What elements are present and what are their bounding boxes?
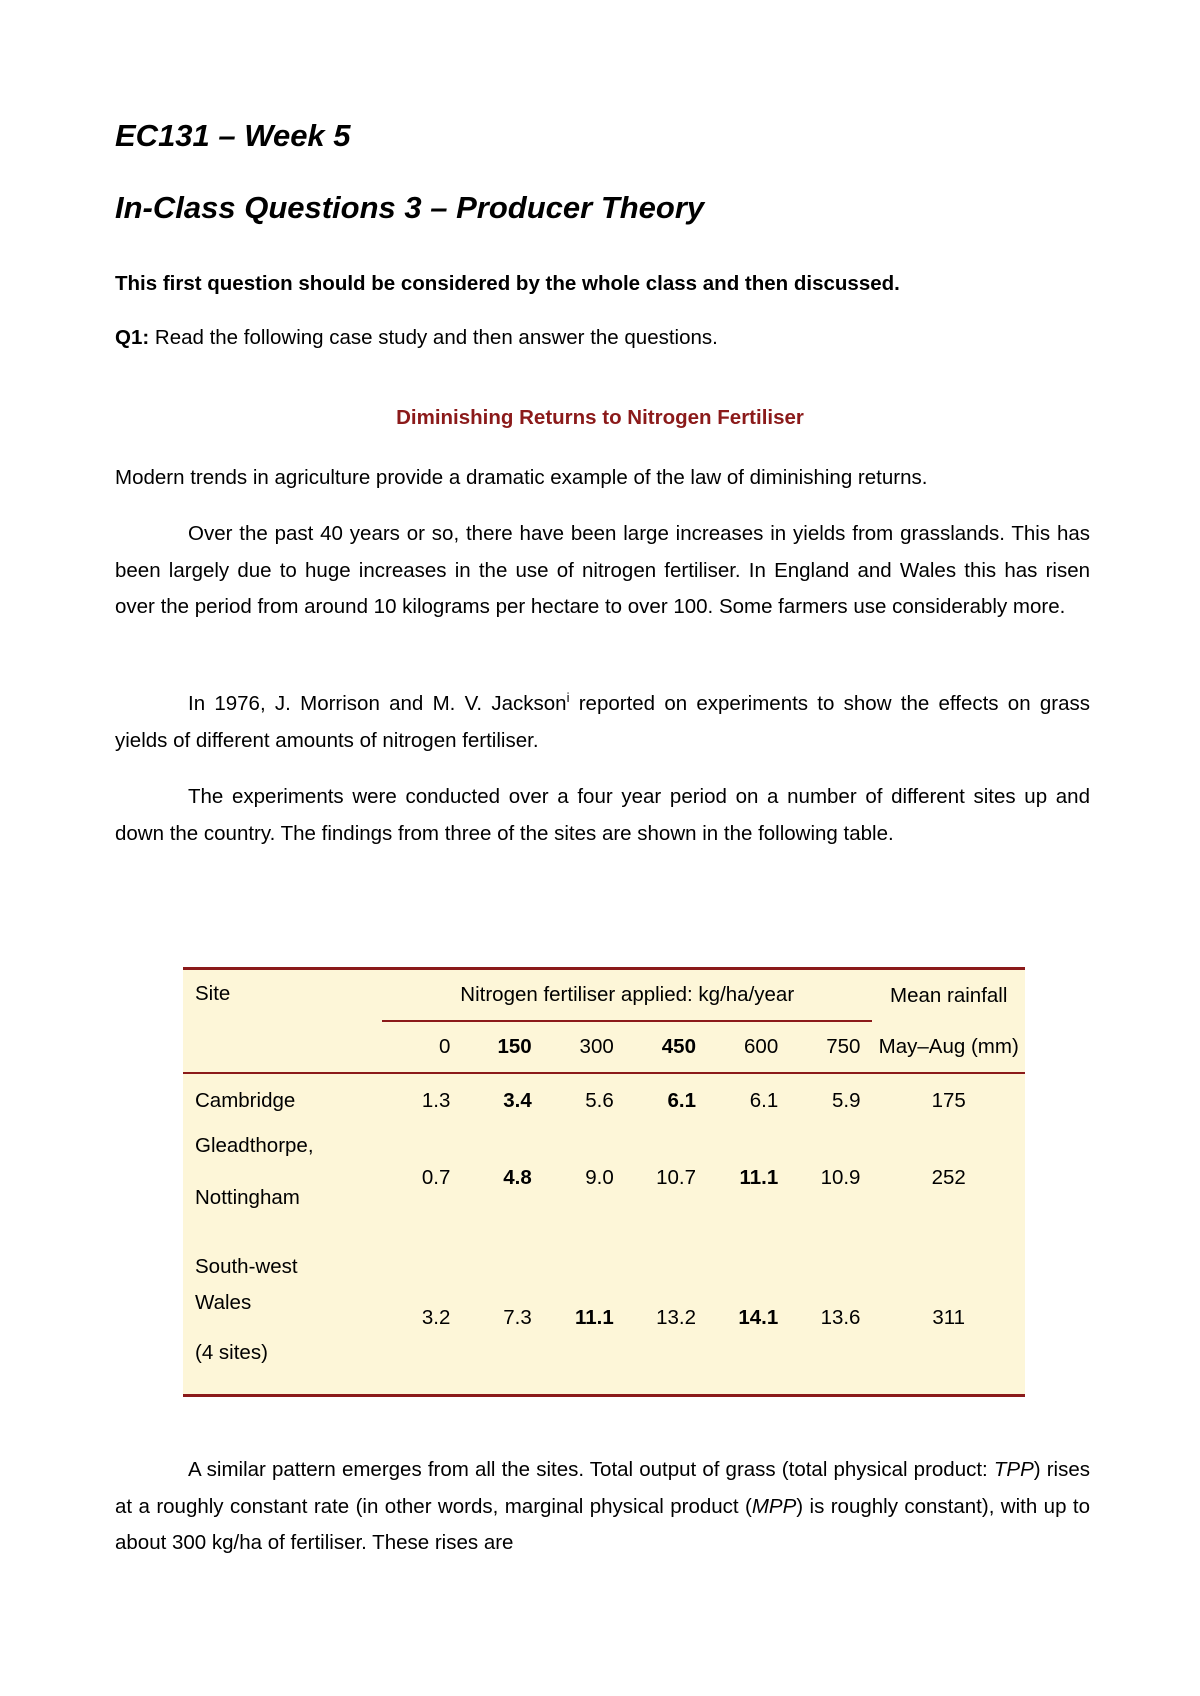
- rainfall-header-line2: May–Aug (mm): [872, 1021, 1025, 1073]
- paragraph-3: [115, 686, 1090, 759]
- yield-value: 4.8: [503, 1166, 532, 1189]
- site-name: Cambridge: [195, 1089, 296, 1112]
- fertiliser-table: [183, 967, 1025, 1397]
- closing-paragraph: [115, 1452, 1090, 1562]
- question-1: [115, 320, 1090, 357]
- yield-value: 0.7: [421, 1166, 451, 1189]
- level-header: 150: [462, 1021, 543, 1073]
- yield-value: 11.1: [574, 1306, 614, 1329]
- level-header: 750: [790, 1021, 872, 1073]
- paragraph-3-start: In 1976, J. Morrison and M. V. Jackson: [188, 692, 567, 715]
- table-row: [183, 1118, 1025, 1224]
- level-header: 300: [544, 1021, 626, 1073]
- table-row: [183, 1073, 1025, 1118]
- site-column-header: Site: [183, 970, 382, 1073]
- level-header: 600: [708, 1021, 790, 1073]
- level-header: 450: [626, 1021, 708, 1073]
- yield-value: 6.1: [749, 1089, 779, 1112]
- yield-value: 3.4: [503, 1089, 532, 1112]
- closing-text-3: ) is roughly constant), with up to about 300 kg/ha of fertiliser. These rises are: [115, 1494, 1090, 1554]
- q1-label: Q1:: [115, 326, 150, 349]
- page-title: In-Class Questions 3 – Producer Theory: [115, 190, 705, 225]
- yield-value: 10.7: [656, 1166, 696, 1189]
- table-row: [183, 1224, 1025, 1384]
- footnote-marker: i: [566, 690, 570, 706]
- q1-text: Read the following case study and then answer the questions.: [149, 326, 718, 349]
- yield-value: 13.2: [656, 1306, 696, 1329]
- site-location: Wales: [195, 1291, 252, 1314]
- site-location: Nottingham: [195, 1186, 300, 1209]
- closing-text-1: A similar pattern emerges from all the sites. Total output of grass (total physical product:: [188, 1458, 994, 1481]
- yield-value: 5.6: [585, 1089, 614, 1112]
- paragraph-2: Over the past 40 years or so, there have been large increases in yields from grasslands. This has been largely due to huge increases in the use of nitrogen fertiliser. In England and Wales this has risen over the period from around 10 kilograms per hectare to over 100. Some farmers use considerably more.: [115, 522, 1090, 618]
- yield-value: 1.3: [421, 1089, 451, 1112]
- closing-text-2: ) rises at a roughly constant rate (in other words, marginal physical product (: [115, 1458, 1090, 1518]
- level-header: 0: [382, 1021, 462, 1073]
- rainfall-header-line1: Mean rainfall: [890, 983, 1008, 1007]
- yield-value: 14.1: [738, 1306, 779, 1329]
- yield-value: 13.6: [820, 1306, 861, 1329]
- rainfall-value: 311: [932, 1306, 966, 1329]
- site-cell: [183, 1118, 382, 1224]
- instruction-text: This first question should be considered by the whole class and then discussed.: [115, 272, 900, 295]
- yield-value: 3.2: [421, 1306, 451, 1329]
- course-week-heading: EC131 – Week 5: [115, 118, 351, 153]
- yield-value: 11.1: [739, 1166, 779, 1189]
- paragraph-1: Modern trends in agriculture provide a dramatic example of the law of diminishing returns.: [115, 466, 928, 489]
- paragraph-4: The experiments were conducted over a four year period on a number of different sites up and down the country. The findings from three of the sites are shown in the following table.: [115, 785, 1090, 845]
- rainfall-value: 175: [931, 1089, 966, 1112]
- yield-value: 5.9: [831, 1089, 861, 1112]
- tpp-term: TPP: [993, 1458, 1034, 1481]
- yield-value: 10.9: [820, 1166, 861, 1189]
- site-note: (4 sites): [195, 1341, 268, 1364]
- paragraph-3-end: reported on experiments to show the effects on grass yields of different amounts of nitrogen fertiliser.: [115, 692, 1090, 752]
- yield-value: 9.0: [585, 1166, 614, 1189]
- case-study-title: Diminishing Returns to Nitrogen Fertiliser: [396, 406, 804, 429]
- rainfall-value: 252: [931, 1166, 966, 1189]
- nitrogen-column-header: Nitrogen fertiliser applied: kg/ha/year: [382, 970, 872, 1021]
- site-name: Gleadthorpe,: [195, 1134, 314, 1157]
- yield-value: 7.3: [503, 1306, 532, 1329]
- site-name: South-west: [195, 1255, 298, 1278]
- yield-value: 6.1: [667, 1089, 696, 1112]
- mpp-term: MPP: [751, 1494, 797, 1518]
- site-cell: [183, 1224, 382, 1384]
